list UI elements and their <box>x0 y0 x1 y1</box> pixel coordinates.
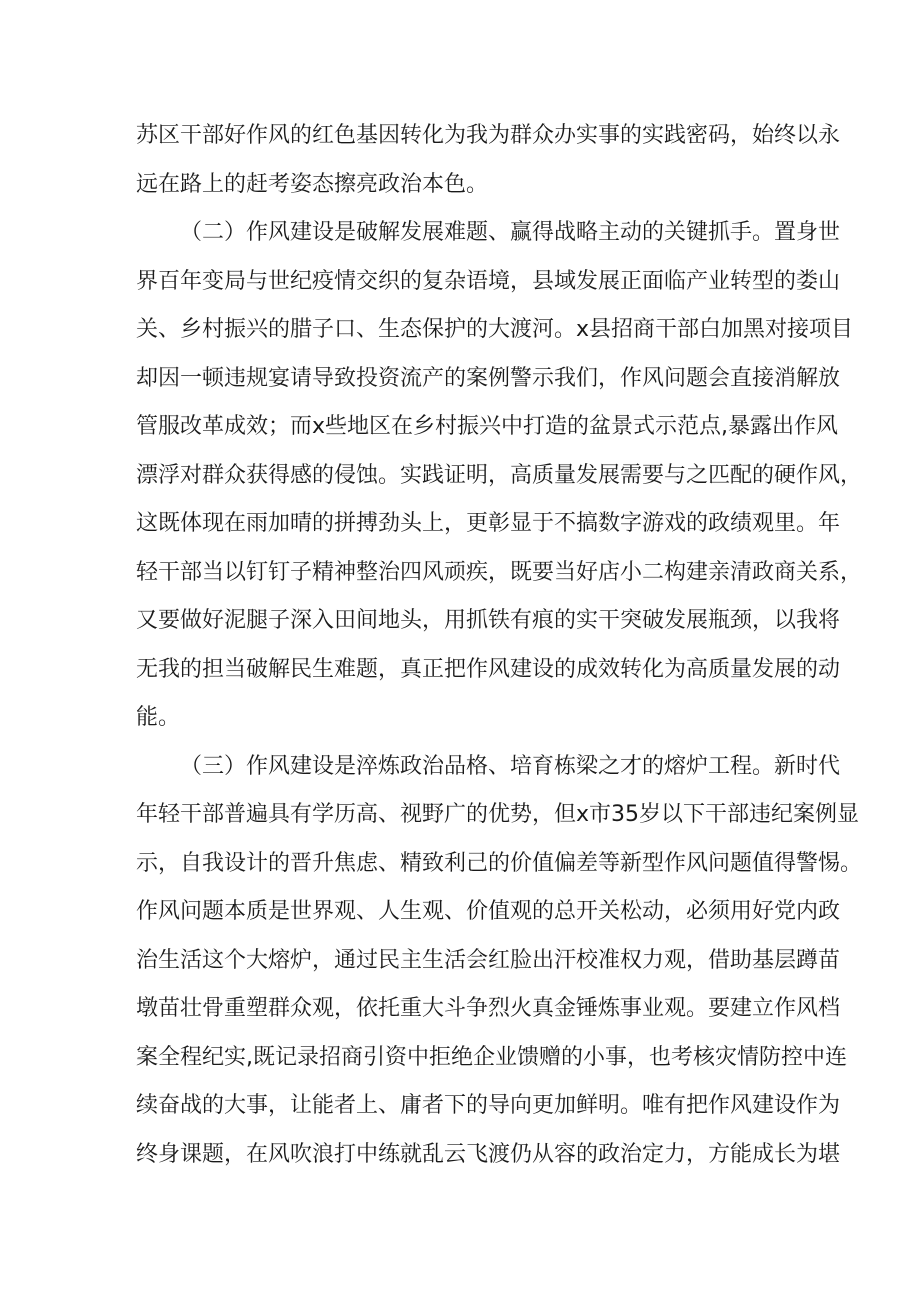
document-body <box>136 112 863 1179</box>
paragraph-2 <box>136 209 863 743</box>
paragraph-1 <box>136 112 841 209</box>
text-line: 漂浮对群众获得感的侵蚀。实践证明，高质量发展需要与之匹配的硬作风， <box>136 462 863 488</box>
text-line: 管服改革成效；而x些地区在乡村振兴中打造的盆景式示范点,暴露出作风 <box>136 414 839 439</box>
text-line: 能。 <box>136 705 181 730</box>
text-line: 治生活这个大熔炉，通过民主生活会红脸出汗校准权力观，借助基层蹲苗 <box>136 947 841 973</box>
text-line: （二）作风建设是破解发展难题、赢得战略主动的关键抓手。置身世 <box>180 220 841 245</box>
text-line: 远在路上的赶考姿态擦亮政治本色。 <box>136 171 489 197</box>
text-line: 关、乡村振兴的腊子口、生态保护的大渡河。x县招商干部白加黑对接项目 <box>136 317 854 342</box>
text-line: 苏区干部好作风的红色基因转化为我为群众办实事的实践密码，始终以永 <box>136 123 841 148</box>
text-line: 作风问题本质是世界观、人生观、价值观的总开关松动，必须用好党内政 <box>136 899 841 924</box>
text-line: 这既体现在雨加晴的拼搏劲头上，更彰显于不搞数字游戏的政绩观里。年 <box>136 511 841 536</box>
text-line: 终身课题，在风吹浪打中练就乱云飞渡仍从容的政治定力，方能成长为堪 <box>136 1141 841 1167</box>
text-line: 续奋战的大事，让能者上、庸者下的导向更加鲜明。唯有把作风建设作为 <box>136 1093 841 1118</box>
text-line: 轻干部当以钉钉子精神整治四风顽疾，既要当好店小二构建亲清政商关系， <box>136 559 863 585</box>
text-line: 案全程纪实,既记录招商引资中拒绝企业馈赠的小事，也考核灾情防控中连 <box>136 1044 847 1070</box>
text-line: 无我的担当破解民生难题，真正把作风建设的成效转化为高质量发展的动 <box>136 656 841 682</box>
text-line: 却因一顿违规宴请导致投资流产的案例警示我们，作风问题会直接消解放 <box>136 365 841 391</box>
text-line: 又要做好泥腿子深入田间地头，用抓铁有痕的实干突破发展瓶颈，以我将 <box>136 608 841 633</box>
text-line: 示，自我设计的晋升焦虑、精致利己的价值偏差等新型作风问题值得警惕。 <box>136 850 863 876</box>
text-line: 年轻干部普遍具有学历高、视野广的优势，但x市35岁以下干部违纪案例显 <box>136 802 860 827</box>
text-line: 墩苗壮骨重塑群众观，依托重大斗争烈火真金锤炼事业观。要建立作风档 <box>136 996 841 1021</box>
paragraph-3 <box>136 743 863 1180</box>
text-line: 界百年变局与世纪疫情交织的复杂语境，县域发展正面临产业转型的娄山 <box>136 268 841 294</box>
text-line: （三）作风建设是淬炼政治品格、培育栋梁之才的熔炉工程。新时代 <box>180 753 841 779</box>
